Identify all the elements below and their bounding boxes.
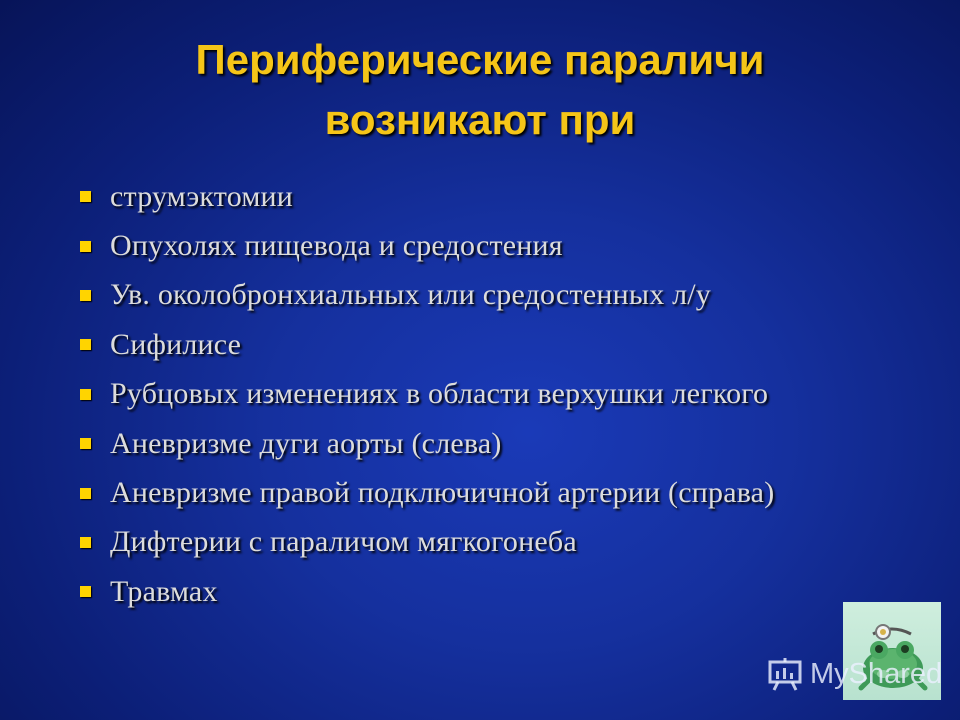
bullet-square-icon — [80, 389, 91, 400]
list-item-text: Рубцовых изменениях в области верхушки легкого — [110, 377, 769, 411]
list-item-text: Опухолях пищевода и средостения — [110, 229, 563, 263]
watermark-text: MyShared — [810, 657, 943, 690]
list-item — [80, 271, 940, 320]
bullet-square-icon — [80, 339, 91, 350]
slide-title-line-1: Периферические параличи — [195, 36, 765, 83]
list-item-text: Ув. околобронхиальных или средостенных л/у — [110, 278, 712, 312]
list-item-text: струмэктомии — [110, 179, 294, 213]
list-item — [80, 370, 940, 419]
bullet-square-icon — [80, 586, 91, 597]
list-item — [80, 468, 940, 517]
list-item-text: Сифилисе — [110, 327, 242, 361]
bullet-square-icon — [80, 488, 91, 499]
bullet-square-icon — [80, 438, 91, 449]
bullet-square-icon — [80, 191, 91, 202]
list-item — [80, 320, 940, 369]
list-item-text: Аневризме дуги аорты (слева) — [110, 426, 502, 460]
list-item-text: Аневризме правой подключичной артерии (справа) — [110, 476, 775, 510]
bullet-square-icon — [80, 241, 91, 252]
presentation-board-icon — [766, 656, 804, 692]
list-item — [80, 518, 940, 567]
myshared-watermark[interactable] — [766, 652, 942, 696]
bullet-square-icon — [80, 537, 91, 548]
list-item-text: Дифтерии с параличом мягкогонеба — [110, 525, 577, 559]
slide-title — [60, 30, 900, 150]
list-item — [80, 221, 940, 270]
slide-title-line-2: возникают при — [324, 96, 636, 143]
list-item-text: Травмах — [110, 574, 218, 608]
bullet-square-icon — [80, 290, 91, 301]
bullet-list — [80, 172, 940, 617]
list-item — [80, 419, 940, 468]
list-item — [80, 567, 940, 616]
list-item — [80, 172, 940, 221]
